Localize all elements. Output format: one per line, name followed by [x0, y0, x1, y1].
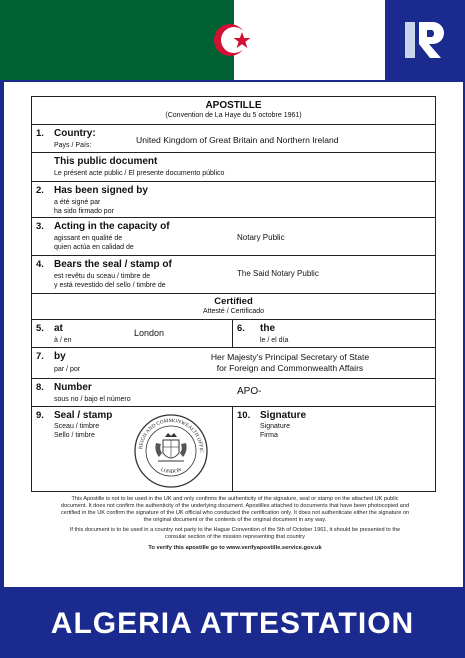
- country-label: Country:: [54, 128, 96, 139]
- row-seal-signature: [32, 407, 435, 491]
- field-number: 4.: [36, 259, 44, 270]
- capacity-sub-fr: agissant en qualité de: [54, 235, 123, 242]
- fco-seal-icon: [132, 413, 210, 489]
- apostille-paper: [4, 82, 463, 587]
- at-label: at: [54, 323, 63, 334]
- footer-disclaimer: This Apostille is not to be used in the UK and only confirms the authenticity of the signature, seal or stamp on the attached UK public document. It does not confirm the authenticity of the underlying document. Apostilles attached to documents that have been photocopied and certified in the UK confirm the signature of the UK official who conducted the certification only. It does not authenticate either the signature on the original document or the contents of the original document in any way.: [60, 496, 410, 523]
- convention-text: (Convention de La Haye du 5 octobre 1961): [165, 112, 302, 119]
- flag-green-half: [0, 0, 234, 80]
- public-doc-label: This public document: [54, 156, 158, 167]
- apostille-form: [31, 96, 436, 492]
- signature-label: Signature: [260, 410, 307, 421]
- number-sub: sous no / bajo el número: [54, 396, 131, 403]
- apostille-title: APOSTILLE: [205, 100, 262, 111]
- svg-text:LONDON: [160, 467, 183, 475]
- field-number: 9.: [36, 410, 44, 421]
- row-number: [32, 379, 435, 407]
- field-number: 5.: [36, 323, 44, 334]
- flag-white-half: [234, 0, 385, 80]
- seal-of-sub-fr: est revêtu du sceau / timbre de: [54, 273, 151, 280]
- stamp-sub-fr: Sceau / timbre: [54, 423, 100, 430]
- algeria-flag: [0, 0, 385, 80]
- field-number: 10.: [237, 410, 251, 421]
- row-country: [32, 125, 435, 153]
- seal-text-top: REIGN AND COMMONWEALTH OFFIC: [138, 417, 205, 453]
- field-number: 3.: [36, 221, 44, 232]
- row-capacity: [32, 218, 435, 256]
- r-logo-icon: [397, 12, 453, 68]
- by-sub: par / por: [54, 366, 81, 373]
- at-sub: à / en: [54, 337, 72, 344]
- capacity-label: Acting in the capacity of: [54, 221, 170, 232]
- public-doc-sub: Le présent acte public / El presente documento público: [54, 170, 225, 177]
- the-label: the: [260, 323, 275, 334]
- field-number: 7.: [36, 351, 44, 362]
- by-value-line1: Her Majesty's Principal Secretary of State: [210, 352, 370, 362]
- banner-title: ALGERIA ATTESTATION: [0, 590, 465, 658]
- apostille-header: [32, 97, 435, 125]
- verify-link-text: To verify this apostille go to www.verifyapostille.service.gov.uk: [148, 545, 322, 551]
- field-number: 8.: [36, 382, 44, 393]
- signed-label: Has been signed by: [54, 185, 148, 196]
- certified-sub: Attesté / Certificado: [202, 308, 265, 315]
- seal-of-label: Bears the seal / stamp of: [54, 259, 172, 270]
- row-seal-of: [32, 256, 435, 294]
- signature-sub-fr: Signature: [260, 423, 290, 430]
- column-divider: [232, 407, 233, 491]
- certified-label: Certified: [214, 296, 253, 307]
- by-value-line2: for Foreign and Commonwealth Affairs: [216, 363, 364, 373]
- field-number: 6.: [237, 323, 245, 334]
- row-public-document: [32, 153, 435, 182]
- field-number: 2.: [36, 185, 44, 196]
- brand-logo: [385, 0, 465, 80]
- row-certified: [32, 294, 435, 320]
- field-number: 1.: [36, 128, 44, 139]
- seal-of-sub-es: y está revestido del sello / timbre de: [54, 282, 166, 289]
- seal-of-value: The Said Notary Public: [237, 269, 319, 278]
- signed-sub-es: ha sido firmado por: [54, 208, 114, 215]
- apostille-footer: [60, 496, 410, 552]
- the-sub: le / el día: [260, 337, 289, 344]
- capacity-value: Notary Public: [237, 233, 285, 242]
- signature-sub-es: Firma: [260, 432, 278, 439]
- at-value: London: [134, 328, 165, 338]
- row-by: [32, 348, 435, 379]
- signed-sub-fr: a été signé par: [54, 199, 101, 206]
- country-value: United Kingdom of Great Britain and Northern Ireland: [136, 135, 339, 145]
- stamp-label: Seal / stamp: [54, 410, 113, 421]
- country-sub: Pays / País:: [54, 142, 92, 149]
- capacity-sub-es: quien actúa en calidad de: [54, 244, 134, 251]
- number-value: APO-: [237, 386, 262, 397]
- by-label: by: [54, 351, 66, 362]
- number-label: Number: [54, 382, 92, 393]
- footer-hague-note: If this document is to be used in a country not party to the Hague Convention of the 5th of October 1961, it should be presented to the consular section of the mission representing that country: [69, 527, 401, 540]
- column-divider: [232, 320, 233, 347]
- stamp-sub-es: Sello / timbre: [54, 432, 95, 439]
- seal-text-bottom: LONDON: [159, 466, 183, 475]
- row-at-the: [32, 320, 435, 348]
- row-signed-by: [32, 182, 435, 218]
- crescent-star-icon: [210, 20, 256, 60]
